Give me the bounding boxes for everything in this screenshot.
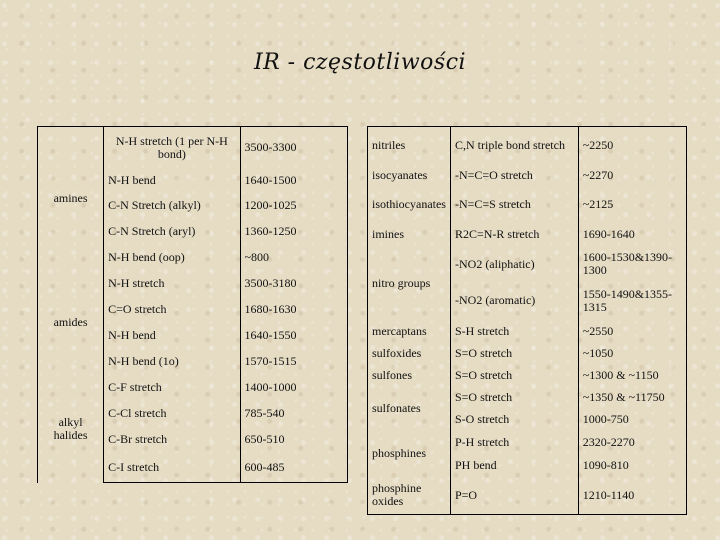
freq-cell: 1640-1550 [240, 323, 347, 349]
left-ir-table [37, 126, 348, 483]
freq-cell: ~2250 [578, 127, 686, 164]
group-cell: sulfonates [368, 387, 451, 431]
bond-cell: C=O stretch [104, 297, 240, 323]
bond-cell: S=O stretch [450, 365, 578, 387]
bond-cell: S-H stretch [450, 320, 578, 343]
bond-cell: S-O stretch [450, 409, 578, 431]
freq-cell: ~1050 [578, 343, 686, 365]
bond-cell: C-Br stretch [104, 427, 240, 453]
bond-cell: N-H bend (1o) [104, 349, 240, 375]
freq-cell: ~1300 & ~1150 [578, 365, 686, 387]
freq-cell: 1570-1515 [240, 349, 347, 375]
freq-cell: ~2270 [578, 164, 686, 187]
group-cell: isothiocyanates [368, 187, 451, 222]
bond-cell: -N=C=S stretch [450, 187, 578, 222]
bond-cell: C-F stretch [104, 375, 240, 401]
freq-cell: 1680-1630 [240, 297, 347, 323]
bond-cell: C,N triple bond stretch [450, 127, 578, 164]
bond-cell: N-H bend (oop) [104, 245, 240, 271]
freq-cell: ~2125 [578, 187, 686, 222]
bond-cell: R2C=N-R stretch [450, 222, 578, 247]
freq-cell: 1000-750 [578, 409, 686, 431]
bond-cell: N-H stretch (1 per N-H bond) [104, 127, 240, 169]
freq-cell: 1200-1025 [240, 193, 347, 219]
table-row [38, 375, 348, 401]
table-row [368, 222, 687, 247]
bond-cell: C-N Stretch (aryl) [104, 219, 240, 245]
freq-cell: 1550-1490&1355-1315 [578, 282, 686, 320]
bond-cell: -N=C=O stretch [450, 164, 578, 187]
table-row [368, 320, 687, 343]
bond-cell: -NO2 (aromatic) [450, 282, 578, 320]
group-cell: isocyanates [368, 164, 451, 187]
freq-cell: ~800 [240, 245, 347, 271]
freq-cell: 1640-1500 [240, 169, 347, 193]
bond-cell: -NO2 (aliphatic) [450, 247, 578, 282]
freq-cell: 600-485 [240, 453, 347, 483]
freq-cell: 2320-2270 [578, 431, 686, 454]
bond-cell: S=O stretch [450, 343, 578, 365]
group-cell: nitro groups [368, 247, 451, 320]
table-row [368, 365, 687, 387]
freq-cell: 1690-1640 [578, 222, 686, 247]
bond-cell: C-I stretch [104, 453, 240, 483]
freq-cell: ~2550 [578, 320, 686, 343]
slide-title: IR - częstotliwości [253, 50, 467, 75]
group-cell: mercaptans [368, 320, 451, 343]
table-row [38, 271, 348, 297]
freq-cell: 3500-3300 [240, 127, 347, 169]
table-row [368, 127, 687, 164]
bond-cell: PH bend [450, 454, 578, 477]
right-ir-table [367, 126, 687, 515]
group-cell: sulfoxides [368, 343, 451, 365]
group-cell: imines [368, 222, 451, 247]
freq-cell: 3500-3180 [240, 271, 347, 297]
group-label: alkyl halides [38, 375, 104, 483]
freq-cell: 1210-1140 [578, 477, 686, 515]
bond-cell: N-H bend [104, 323, 240, 349]
freq-cell: 1600-1530&1390-1300 [578, 247, 686, 282]
freq-cell: 1090-810 [578, 454, 686, 477]
freq-cell: ~1350 & ~11750 [578, 387, 686, 409]
group-cell: phosphines [368, 431, 451, 477]
freq-cell: 650-510 [240, 427, 347, 453]
bond-cell: S=O stretch [450, 387, 578, 409]
table-row [368, 164, 687, 187]
table-row [368, 187, 687, 222]
bond-cell: P-H stretch [450, 431, 578, 454]
freq-cell: 785-540 [240, 401, 347, 427]
group-cell: nitriles [368, 127, 451, 164]
table-row [38, 127, 348, 169]
table-row [368, 247, 687, 282]
group-label: amides [38, 271, 104, 375]
group-cell: sulfones [368, 365, 451, 387]
table-row [368, 343, 687, 365]
table-row [368, 387, 687, 409]
bond-cell: P=O [450, 477, 578, 515]
group-cell: phosphine oxides [368, 477, 451, 515]
table-row [368, 477, 687, 515]
table-row [368, 431, 687, 454]
freq-cell: 1400-1000 [240, 375, 347, 401]
bond-cell: C-N Stretch (alkyl) [104, 193, 240, 219]
bond-cell: C-Cl stretch [104, 401, 240, 427]
bond-cell: N-H stretch [104, 271, 240, 297]
group-label: amines [38, 127, 104, 271]
freq-cell: 1360-1250 [240, 219, 347, 245]
bond-cell: N-H bend [104, 169, 240, 193]
